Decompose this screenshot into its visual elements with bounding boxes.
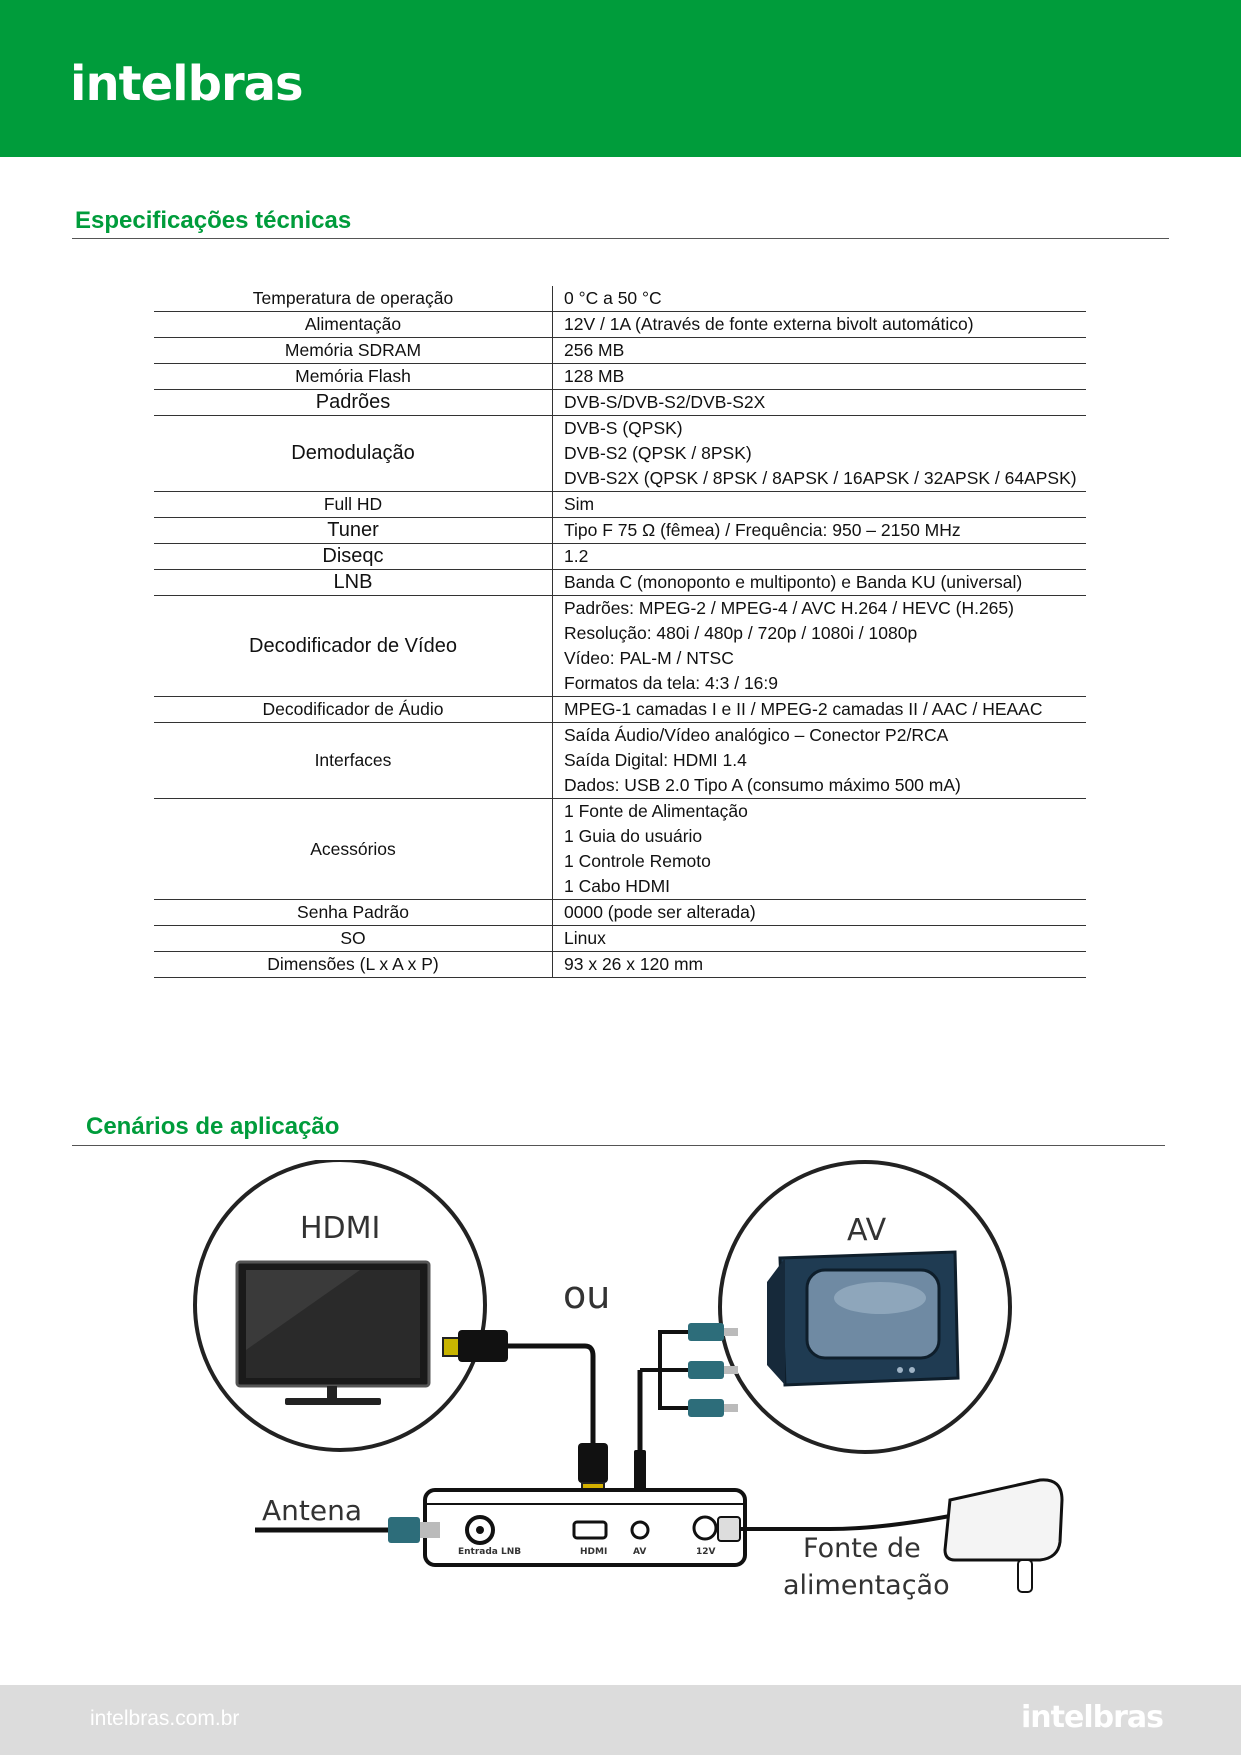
- spec-value-line: DVB-S2X (QPSK / 8PSK / 8APSK / 16APSK / 32APSK / 64APSK): [564, 468, 1077, 488]
- brand-logo: intelbras: [70, 56, 303, 112]
- spec-row: [154, 312, 1086, 338]
- spec-label: Decodificador de Áudio: [154, 697, 553, 723]
- spec-value: [553, 390, 1087, 416]
- spec-value: [553, 900, 1087, 926]
- hdmi-cable: [443, 1330, 608, 1497]
- spec-label: Dimensões (L x A x P): [154, 952, 553, 978]
- spec-value-line: Saída Digital: HDMI 1.4: [564, 750, 747, 770]
- specs-table: [154, 286, 1086, 978]
- footer-bar: [0, 1685, 1241, 1755]
- spec-value-line: DVB-S (QPSK): [564, 418, 683, 438]
- spec-value-line: Banda C (monoponto e multiponto) e Banda KU (universal): [564, 572, 1023, 592]
- spec-value-line: 0 °C a 50 °C: [564, 288, 662, 308]
- spec-value-line: 1 Controle Remoto: [564, 851, 711, 871]
- spec-value: [553, 799, 1087, 900]
- spec-row: [154, 390, 1086, 416]
- spec-row: [154, 570, 1086, 596]
- spec-value: [553, 312, 1087, 338]
- spec-value: [553, 416, 1087, 492]
- spec-value-line: Vídeo: PAL-M / NTSC: [564, 648, 734, 668]
- crt-tv-icon: [767, 1252, 958, 1385]
- spec-value-line: DVB-S/DVB-S2/DVB-S2X: [564, 392, 766, 412]
- spec-label: Acessórios: [154, 799, 553, 900]
- spec-value-line: 93 x 26 x 120 mm: [564, 954, 704, 974]
- spec-label: Interfaces: [154, 723, 553, 799]
- spec-value-line: 128 MB: [564, 366, 625, 386]
- spec-value: [553, 544, 1087, 570]
- spec-value: [553, 364, 1087, 390]
- footer-logo: intelbras: [1021, 1700, 1163, 1735]
- spec-value-line: Padrões: MPEG-2 / MPEG-4 / AVC H.264 / HEVC (H.265): [564, 598, 1014, 618]
- spec-value-line: Resolução: 480i / 480p / 720p / 1080i / 1080p: [564, 623, 918, 643]
- spec-row: [154, 900, 1086, 926]
- spec-value-line: DVB-S2 (QPSK / 8PSK): [564, 443, 752, 463]
- spec-value: [553, 926, 1087, 952]
- spec-row: [154, 952, 1086, 978]
- spec-row: [154, 799, 1086, 900]
- spec-value-line: 0000 (pode ser alterada): [564, 902, 756, 922]
- spec-value-line: 12V / 1A (Através de fonte externa bivolt automático): [564, 314, 974, 334]
- spec-row: [154, 364, 1086, 390]
- spec-value-line: 1 Guia do usuário: [564, 826, 703, 846]
- spec-label: Diseqc: [154, 544, 553, 570]
- spec-row: [154, 416, 1086, 492]
- scenarios-title: Cenários de aplicação: [86, 1113, 340, 1140]
- spec-label: Full HD: [154, 492, 553, 518]
- spec-label: Memória Flash: [154, 364, 553, 390]
- spec-label: Memória SDRAM: [154, 338, 553, 364]
- spec-value-line: 256 MB: [564, 340, 625, 360]
- spec-value-line: Tipo F 75 Ω (fêmea) / Frequência: 950 – 2150 MHz: [564, 520, 961, 540]
- spec-value: [553, 286, 1087, 312]
- spec-row: [154, 596, 1086, 697]
- flat-tv-icon: [237, 1262, 429, 1405]
- spec-row: [154, 926, 1086, 952]
- hdmi-label: HDMI: [300, 1211, 381, 1246]
- spec-label: Demodulação: [154, 416, 553, 492]
- set-top-box-icon: [425, 1490, 745, 1565]
- spec-row: [154, 544, 1086, 570]
- spec-value: [553, 570, 1087, 596]
- header-bar: [0, 0, 1241, 157]
- spec-label: Padrões: [154, 390, 553, 416]
- spec-value: [553, 518, 1087, 544]
- spec-value-line: MPEG-1 camadas I e II / MPEG-2 camadas II / AAC / HEAAC: [564, 699, 1043, 719]
- rca-cable: [634, 1323, 738, 1492]
- av-label: AV: [847, 1213, 887, 1248]
- spec-row: [154, 492, 1086, 518]
- spec-value-line: Dados: USB 2.0 Tipo A (consumo máximo 500 mA): [564, 775, 961, 795]
- spec-label: LNB: [154, 570, 553, 596]
- spec-label: Tuner: [154, 518, 553, 544]
- spec-value: [553, 952, 1087, 978]
- spec-label: Decodificador de Vídeo: [154, 596, 553, 697]
- spec-value: [553, 697, 1087, 723]
- spec-value: [553, 596, 1087, 697]
- specs-title: Especificações técnicas: [75, 207, 352, 234]
- specs-title-rule: [72, 238, 1169, 239]
- antenna-label: Antena: [262, 1494, 363, 1527]
- spec-value-line: 1 Fonte de Alimentação: [564, 801, 748, 821]
- spec-value-line: 1.2: [564, 546, 589, 566]
- spec-value: [553, 338, 1087, 364]
- spec-row: [154, 338, 1086, 364]
- spec-value-line: Formatos da tela: 4:3 / 16:9: [564, 673, 779, 693]
- port-hdmi-label: HDMI: [580, 1547, 608, 1557]
- spec-label: SO: [154, 926, 553, 952]
- spec-value-line: Sim: [564, 494, 595, 514]
- port-lnb-label: Entrada LNB: [458, 1547, 522, 1557]
- spec-label: Senha Padrão: [154, 900, 553, 926]
- or-label: ou: [563, 1273, 611, 1317]
- spec-value-line: Saída Áudio/Vídeo analógico – Conector P2/RCA: [564, 725, 949, 745]
- scenarios-title-rule: [72, 1145, 1165, 1146]
- spec-value-line: Linux: [564, 928, 606, 948]
- footer-url: intelbras.com.br: [90, 1707, 240, 1730]
- power-label-line1: Fonte de: [803, 1533, 921, 1564]
- spec-value: [553, 492, 1087, 518]
- spec-row: [154, 723, 1086, 799]
- port-12v-label: 12V: [696, 1547, 716, 1557]
- power-label-line2: alimentação: [783, 1570, 950, 1601]
- spec-value: [553, 723, 1087, 799]
- spec-row: [154, 286, 1086, 312]
- spec-label: Temperatura de operação: [154, 286, 553, 312]
- port-av-label: AV: [633, 1547, 647, 1557]
- spec-row: [154, 697, 1086, 723]
- application-diagram: [0, 1160, 1241, 1610]
- spec-value-line: 1 Cabo HDMI: [564, 876, 671, 896]
- spec-label: Alimentação: [154, 312, 553, 338]
- spec-row: [154, 518, 1086, 544]
